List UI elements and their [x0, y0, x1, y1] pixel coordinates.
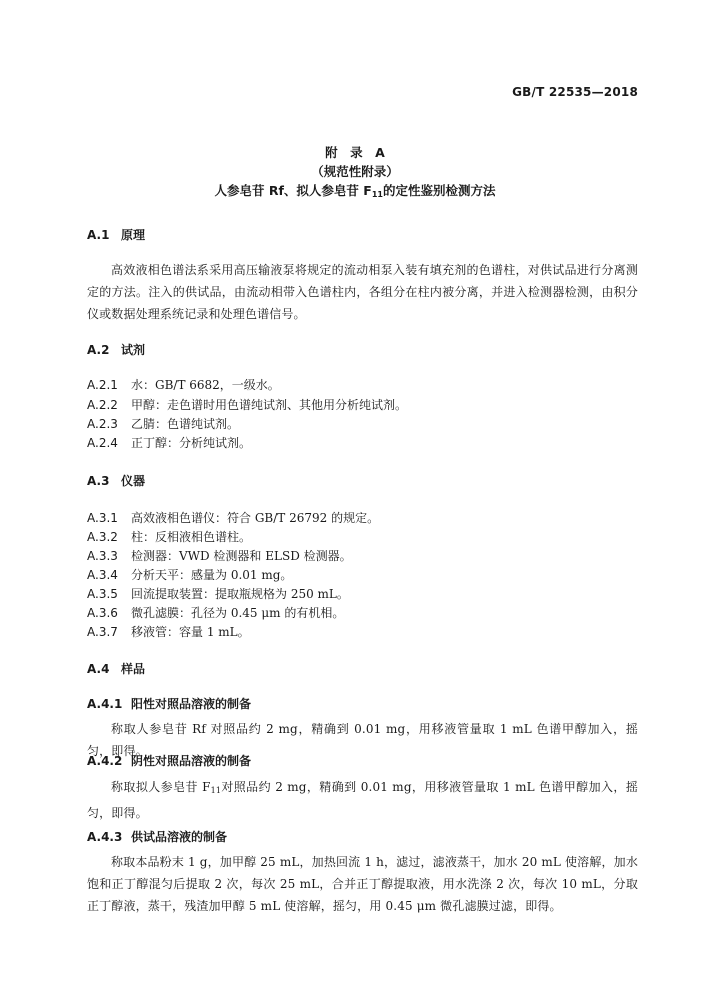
- item-a3-4: A.3.4 分析天平：感量为 0.01 mg。: [87, 568, 293, 582]
- section-a2-heading: A.2 试剂: [87, 343, 146, 357]
- item-a3-1: A.3.1 高效液相色谱仪：符合 GB/T 26792 的规定。: [87, 511, 380, 525]
- item-a2-1: A.2.1 水：GB/T 6682，一级水。: [87, 378, 280, 392]
- standard-code: GB/T 22535—2018: [512, 85, 638, 99]
- section-a42-text: 称取拟人参皂苷 $F_{11}$对照品约 2 mg，精确到 0.01 mg，用移液管量取 1 mL 色谱甲醇加入，摇匀，即得。: [87, 780, 638, 820]
- item-a2-3: A.2.3 乙腈：色谱纯试剂。: [87, 417, 240, 431]
- item-a2-4: A.2.4 正丁醇：分析纯试剂。: [87, 436, 252, 450]
- section-a41-heading: A.4.1 阳性对照品溶液的制备: [87, 697, 252, 711]
- section-a1-text: 高效液相色谱法系采用高压输液泵将规定的流动相泵入装有填充剂的色谱柱，对供试品进行分离测定的方法。注入的供试品，由流动相带入色谱柱内，各组分在柱内被分离，并进入检测器检测，由积分仪或数据处理系统记录和处理色谱信号。: [87, 263, 638, 321]
- item-a3-7: A.3.7 移液管：容量 1 mL。: [87, 625, 250, 639]
- section-a43-heading: A.4.3 供试品溶液的制备: [87, 830, 228, 844]
- annex-title-block: [0, 143, 710, 204]
- annex-type: （规范性附录）: [311, 164, 399, 179]
- annex-label: 附 录 A: [325, 145, 385, 160]
- item-a3-6: A.3.6 微孔滤膜：孔径为 0.45 μm 的有机相。: [87, 606, 345, 620]
- section-a4-heading: A.4 样品: [87, 662, 146, 676]
- item-a3-5: A.3.5 回流提取装置：提取瓶规格为 250 mL。: [87, 587, 349, 601]
- section-a41-text: 称取人参皂苷 Rf 对照品约 2 mg，精确到 0.01 mg，用移液管量取 1 mL 色谱甲醇加入，摇匀，即得。: [87, 722, 638, 758]
- section-a43-text: 称取本品粉末 1 g，加甲醇 25 mL，加热回流 1 h，滤过，滤液蒸干，加水 20 mL 使溶解，加水饱和正丁醇混匀后提取 2 次，每次 25 mL，合并正丁醇提取液，用水洗涤 2 次，每次 10 mL，分取正丁醇液，蒸干，残渣加甲醇 5 mL 使溶解，摇匀，用 0.45 μm 微孔滤膜过滤，即得。: [87, 855, 638, 913]
- section-a1-heading: A.1 原理: [87, 228, 146, 242]
- section-a42-heading: A.4.2 阴性对照品溶液的制备: [87, 754, 252, 768]
- item-a3-2: A.3.2 柱：反相液相色谱柱。: [87, 530, 252, 544]
- section-a3-heading: A.3 仪器: [87, 474, 146, 488]
- item-a3-3: A.3.3 检测器：VWD 检测器和 ELSD 检测器。: [87, 549, 352, 563]
- item-a2-2: A.2.2 甲醇：走色谱时用色谱纯试剂、其他用分析纯试剂。: [87, 398, 408, 412]
- annex-title: 人参皂苷 Rf、拟人参皂苷 $F_{11}$的定性鉴别检测方法: [214, 183, 496, 199]
